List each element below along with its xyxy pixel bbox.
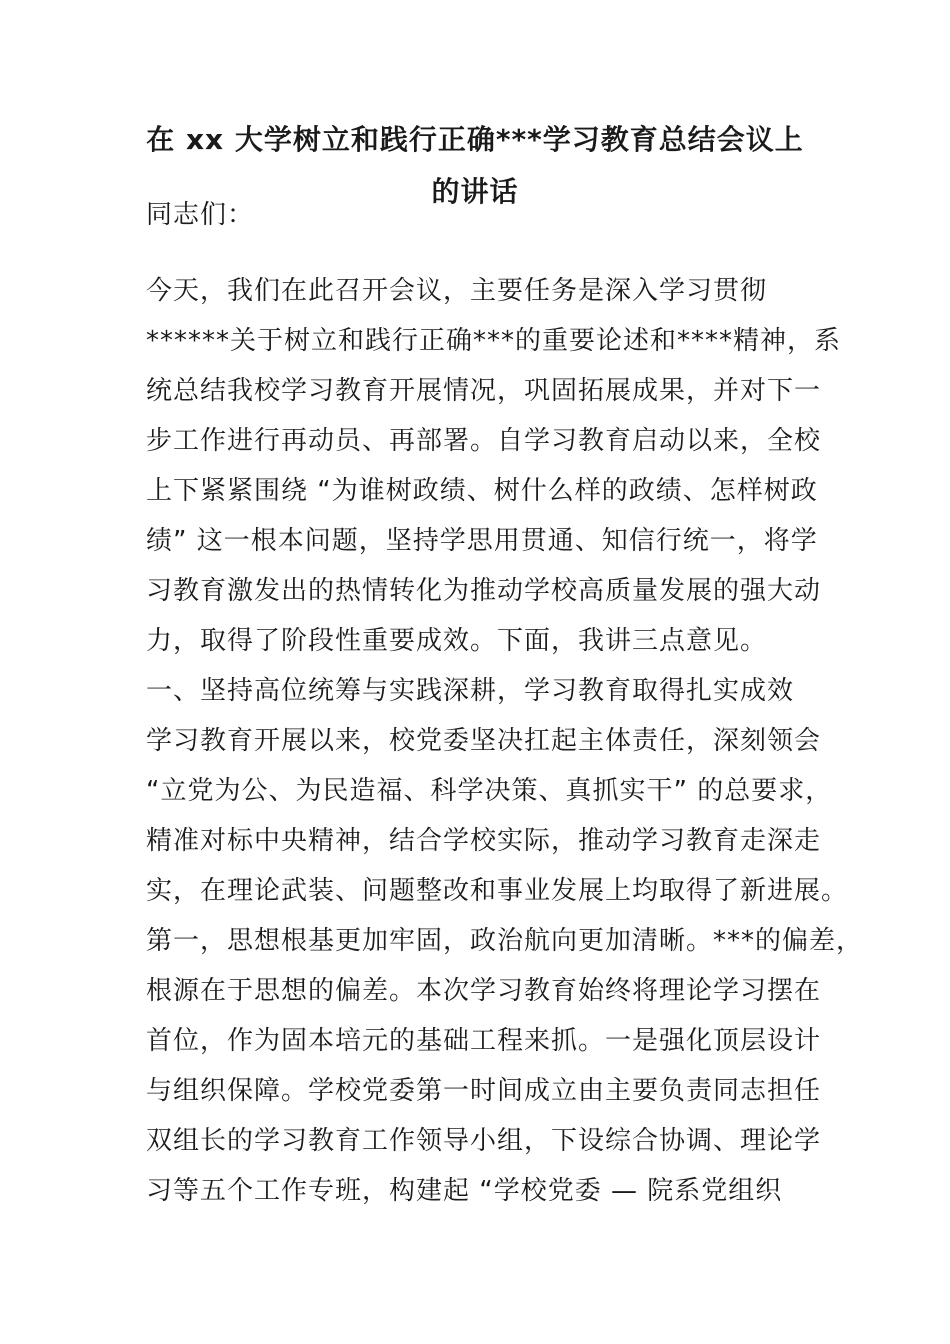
- body-line: 学习教育开展以来，校党委坚决扛起主体责任，深刻领会: [146, 726, 822, 756]
- document-title-line-1: 在 xx 大学树立和践行正确***学习教育总结会议上: [146, 123, 804, 156]
- body-line: 精准对标中央精神，结合学校实际，推动学习教育走深走: [146, 826, 822, 856]
- body-line: 根源在于思想的偏差。本次学习教育始终将理论学习摆在: [146, 976, 822, 1006]
- body-line: ******关于树立和践行正确***的重要论述和****精神，系: [146, 326, 842, 356]
- section-heading: 一、坚持高位统筹与实践深耕，学习教育取得扎实成效: [146, 676, 795, 706]
- document-title-line-2: 的讲话: [431, 175, 519, 208]
- body-line: 绩” 这一根本问题，坚持学思用贯通、知信行统一，将学: [146, 526, 818, 556]
- body-line: “立党为公、为民造福、科学决策、真抓实干” 的总要求，: [146, 776, 833, 806]
- body-line: 习等五个工作专班，构建起 “学校党委 — 院系党组织: [146, 1176, 783, 1206]
- body-line: 力，取得了阶段性重要成效。下面，我讲三点意见。: [146, 626, 768, 656]
- body-line: 第一，思想根基更加牢固，政治航向更加清晰。***的偏差，: [146, 926, 864, 956]
- body-line: 习教育激发出的热情转化为推动学校高质量发展的强大动: [146, 576, 822, 606]
- body-line: 今天，我们在此召开会议，主要任务是深入学习贯彻: [146, 276, 768, 306]
- body-line: 上下紧紧围绕 “为谁树政绩、树什么样的政绩、怎样树政: [146, 476, 818, 506]
- body-line: 首位，作为固本培元的基础工程来抓。一是强化顶层设计: [146, 1026, 822, 1056]
- body-line: 实，在理论武装、问题整改和事业发展上均取得了新进展。: [146, 876, 849, 906]
- body-line: 统总结我校学习教育开展情况，巩固拓展成果，并对下一: [146, 376, 822, 406]
- body-line: 步工作进行再动员、再部署。自学习教育启动以来，全校: [146, 426, 822, 456]
- salutation: 同志们：: [146, 200, 255, 230]
- body-line: 与组织保障。学校党委第一时间成立由主要负责同志担任: [146, 1076, 822, 1106]
- body-line: 双组长的学习教育工作领导小组，下设综合协调、理论学: [146, 1126, 822, 1156]
